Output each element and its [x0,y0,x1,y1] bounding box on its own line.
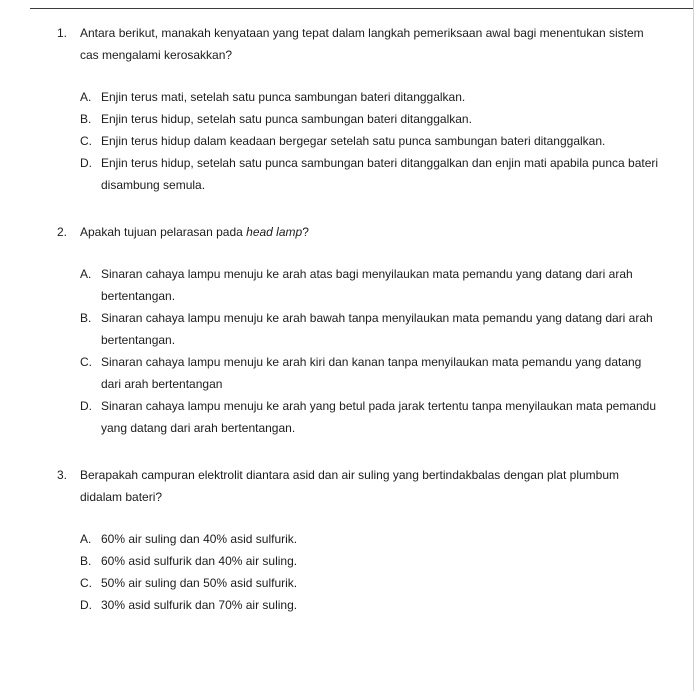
option-letter: A. [80,90,92,104]
question-block [57,22,660,196]
option-row [80,86,660,108]
option-letter: C. [80,576,92,590]
question-number: 1. [57,26,68,40]
option-row [80,152,660,196]
option-text: Sinaran cahaya lampu menuju ke arah bawah tanpa menyilaukan mata pemandu yang datang dari arah bertentangan. [101,311,653,347]
question-text-part: Antara berikut, manakah kenyataan yang tepat dalam langkah pemeriksaan awal bagi menentukan sistem cas mengalami kerosakkan? [80,26,644,62]
option-row [80,307,660,351]
question-text-italic: head lamp [246,225,303,239]
option-row [80,351,660,395]
question-row [57,22,660,86]
option-letter: B. [80,112,92,126]
question-row [57,464,660,528]
options-list [80,528,660,616]
option-letter: D. [80,156,92,170]
option-row [80,572,660,594]
option-text: Enjin terus hidup dalam keadaan bergegar setelah satu punca sambungan bateri ditanggalkan. [101,134,606,148]
question-text [80,221,660,243]
option-text: Enjin terus mati, setelah satu punca sambungan bateri ditanggalkan. [101,90,466,104]
question-number: 3. [57,468,68,482]
option-letter: C. [80,134,92,148]
page-top-border [30,8,693,9]
question-number: 2. [57,225,68,239]
option-text: Sinaran cahaya lampu menuju ke arah kiri dan kanan tanpa menyilaukan mata pemandu yang datang dari arah bertentangan [101,355,642,391]
option-letter: B. [80,311,92,325]
option-row [80,550,660,572]
question-text-part: Berapakah campuran elektrolit diantara asid dan air suling yang bertindakbalas dengan plat plumbum didalam bateri? [80,468,620,504]
page-content [0,22,698,641]
option-row [80,395,660,439]
option-text: 60% air suling dan 40% asid sulfurik. [101,532,298,546]
option-text: 50% air suling dan 50% asid sulfurik. [101,576,298,590]
option-row [80,108,660,130]
option-row [80,130,660,152]
question-block [57,464,660,616]
option-text: 30% asid sulfurik dan 70% air suling. [101,598,298,612]
question-row [57,221,660,263]
options-list [80,263,660,439]
option-letter: A. [80,532,92,546]
option-text: Enjin terus hidup, setelah satu punca sambungan bateri ditanggalkan. [101,112,472,126]
question-text [80,22,660,66]
question-text-part: Apakah tujuan pelarasan pada [80,225,247,239]
option-row [80,263,660,307]
option-letter: B. [80,554,92,568]
question-text [80,464,660,508]
option-text: Sinaran cahaya lampu menuju ke arah yang betul pada jarak tertentu tanpa menyilaukan mata pemandu yang datang dari arah bertentangan. [101,399,657,435]
option-letter: D. [80,598,92,612]
option-text: Enjin terus hidup, setelah satu punca sambungan bateri ditanggalkan dan enjin mati apabila punca bateri disambung semula. [101,156,659,192]
question-block [57,221,660,439]
option-letter: C. [80,355,92,369]
question-text-part: ? [302,225,309,239]
option-row [80,594,660,616]
options-list [80,86,660,196]
option-letter: A. [80,267,92,281]
option-letter: D. [80,399,92,413]
option-text: 60% asid sulfurik dan 40% air suling. [101,554,298,568]
option-row [80,528,660,550]
option-text: Sinaran cahaya lampu menuju ke arah atas bagi menyilaukan mata pemandu yang datang dari arah bertentangan. [101,267,633,303]
